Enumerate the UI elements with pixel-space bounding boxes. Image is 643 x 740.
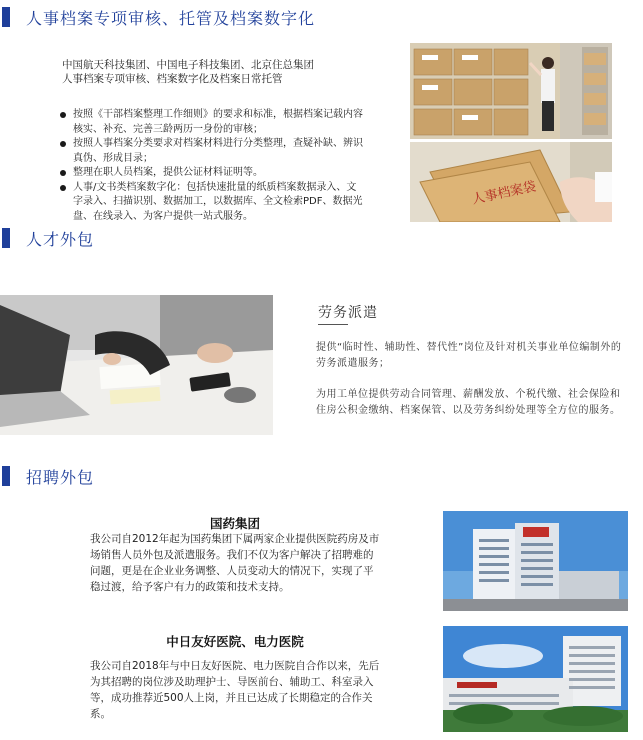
services-line: 人事档案专项审核、档案数字化及档案日常托管 [62, 73, 283, 85]
section-header-archives [0, 6, 315, 28]
case-title: 中日友好医院、电力医院 [166, 634, 304, 649]
service-paragraph: 为用工单位提供劳动合同管理、薪酬发放、个税代缴、社会保险和住房公积金缴纳、档案保管、以及劳务纠纷处理等全方位的服务。 [316, 389, 621, 416]
sinopharm-building-photo [443, 511, 628, 611]
section-header-recruitment [0, 465, 94, 487]
archive-folder-photo [410, 142, 612, 222]
service-paragraph: 提供“临时性、辅助性、替代性”岗位及针对机关事业单位编制外的劳务派遣服务； [316, 342, 622, 369]
section-header-talent [0, 227, 94, 249]
bullet-item: 按照人事档案分类要求对档案材料进行分类整理，查疑补缺、辨识真伪、形成目录； [58, 137, 363, 166]
bullet-item: 整理在职人员档案，提供公证材料证明等。 [58, 166, 363, 181]
section-marker [2, 228, 10, 248]
section-marker [2, 466, 10, 486]
clients-block [62, 58, 314, 86]
section-title: 人事档案专项审核、托管及档案数字化 [26, 8, 316, 28]
case-description: 我公司自2012年起为国药集团下属两家企业提供医院药房及市场销售人员外包及派遣服务。我们不仅为客户解决了招聘难的问题，更是在企业业务调整、人员变动大的情况下，实现了平稳过渡，给予客户有力的政策和技术支持。 [90, 533, 380, 593]
clients-line: 中国航天科技集团、中国电子科技集团、北京住总集团 [62, 59, 314, 71]
bullet-item: 按照《干部档案整理工作细则》的要求和标准，根据档案记载内容核实、补充、完善三龄两历一身份的审核； [58, 108, 363, 137]
archive-shelf-photo [410, 43, 612, 139]
hospital-building-photo [443, 626, 628, 732]
folder-label: 人事档案袋 [470, 179, 538, 208]
service-title: 劳务派遣 [318, 305, 378, 321]
title-underline [318, 324, 348, 325]
office-desk-photo [0, 295, 273, 435]
section-title: 人才外包 [26, 229, 95, 249]
section-marker [2, 7, 10, 27]
case-title: 国药集团 [209, 516, 260, 531]
service-bullet-list [58, 108, 363, 224]
section-title: 招聘外包 [26, 467, 95, 487]
bullet-item: 人事/文书类档案数字化：包括快速批量的纸质档案数据录入、文字录入、扫描识别、数据加工，以数据库、全文检索PDF、数据光盘、在线录入、为客户提供一站式服务。 [58, 181, 363, 225]
case-description: 我公司自2018年与中日友好医院、电力医院自合作以来，先后为其招聘的岗位涉及助理护士、导医前台、辅助工、科室录入等，成功推荐近500人上岗，并且已达成了长期稳定的合作关系。 [90, 660, 380, 720]
